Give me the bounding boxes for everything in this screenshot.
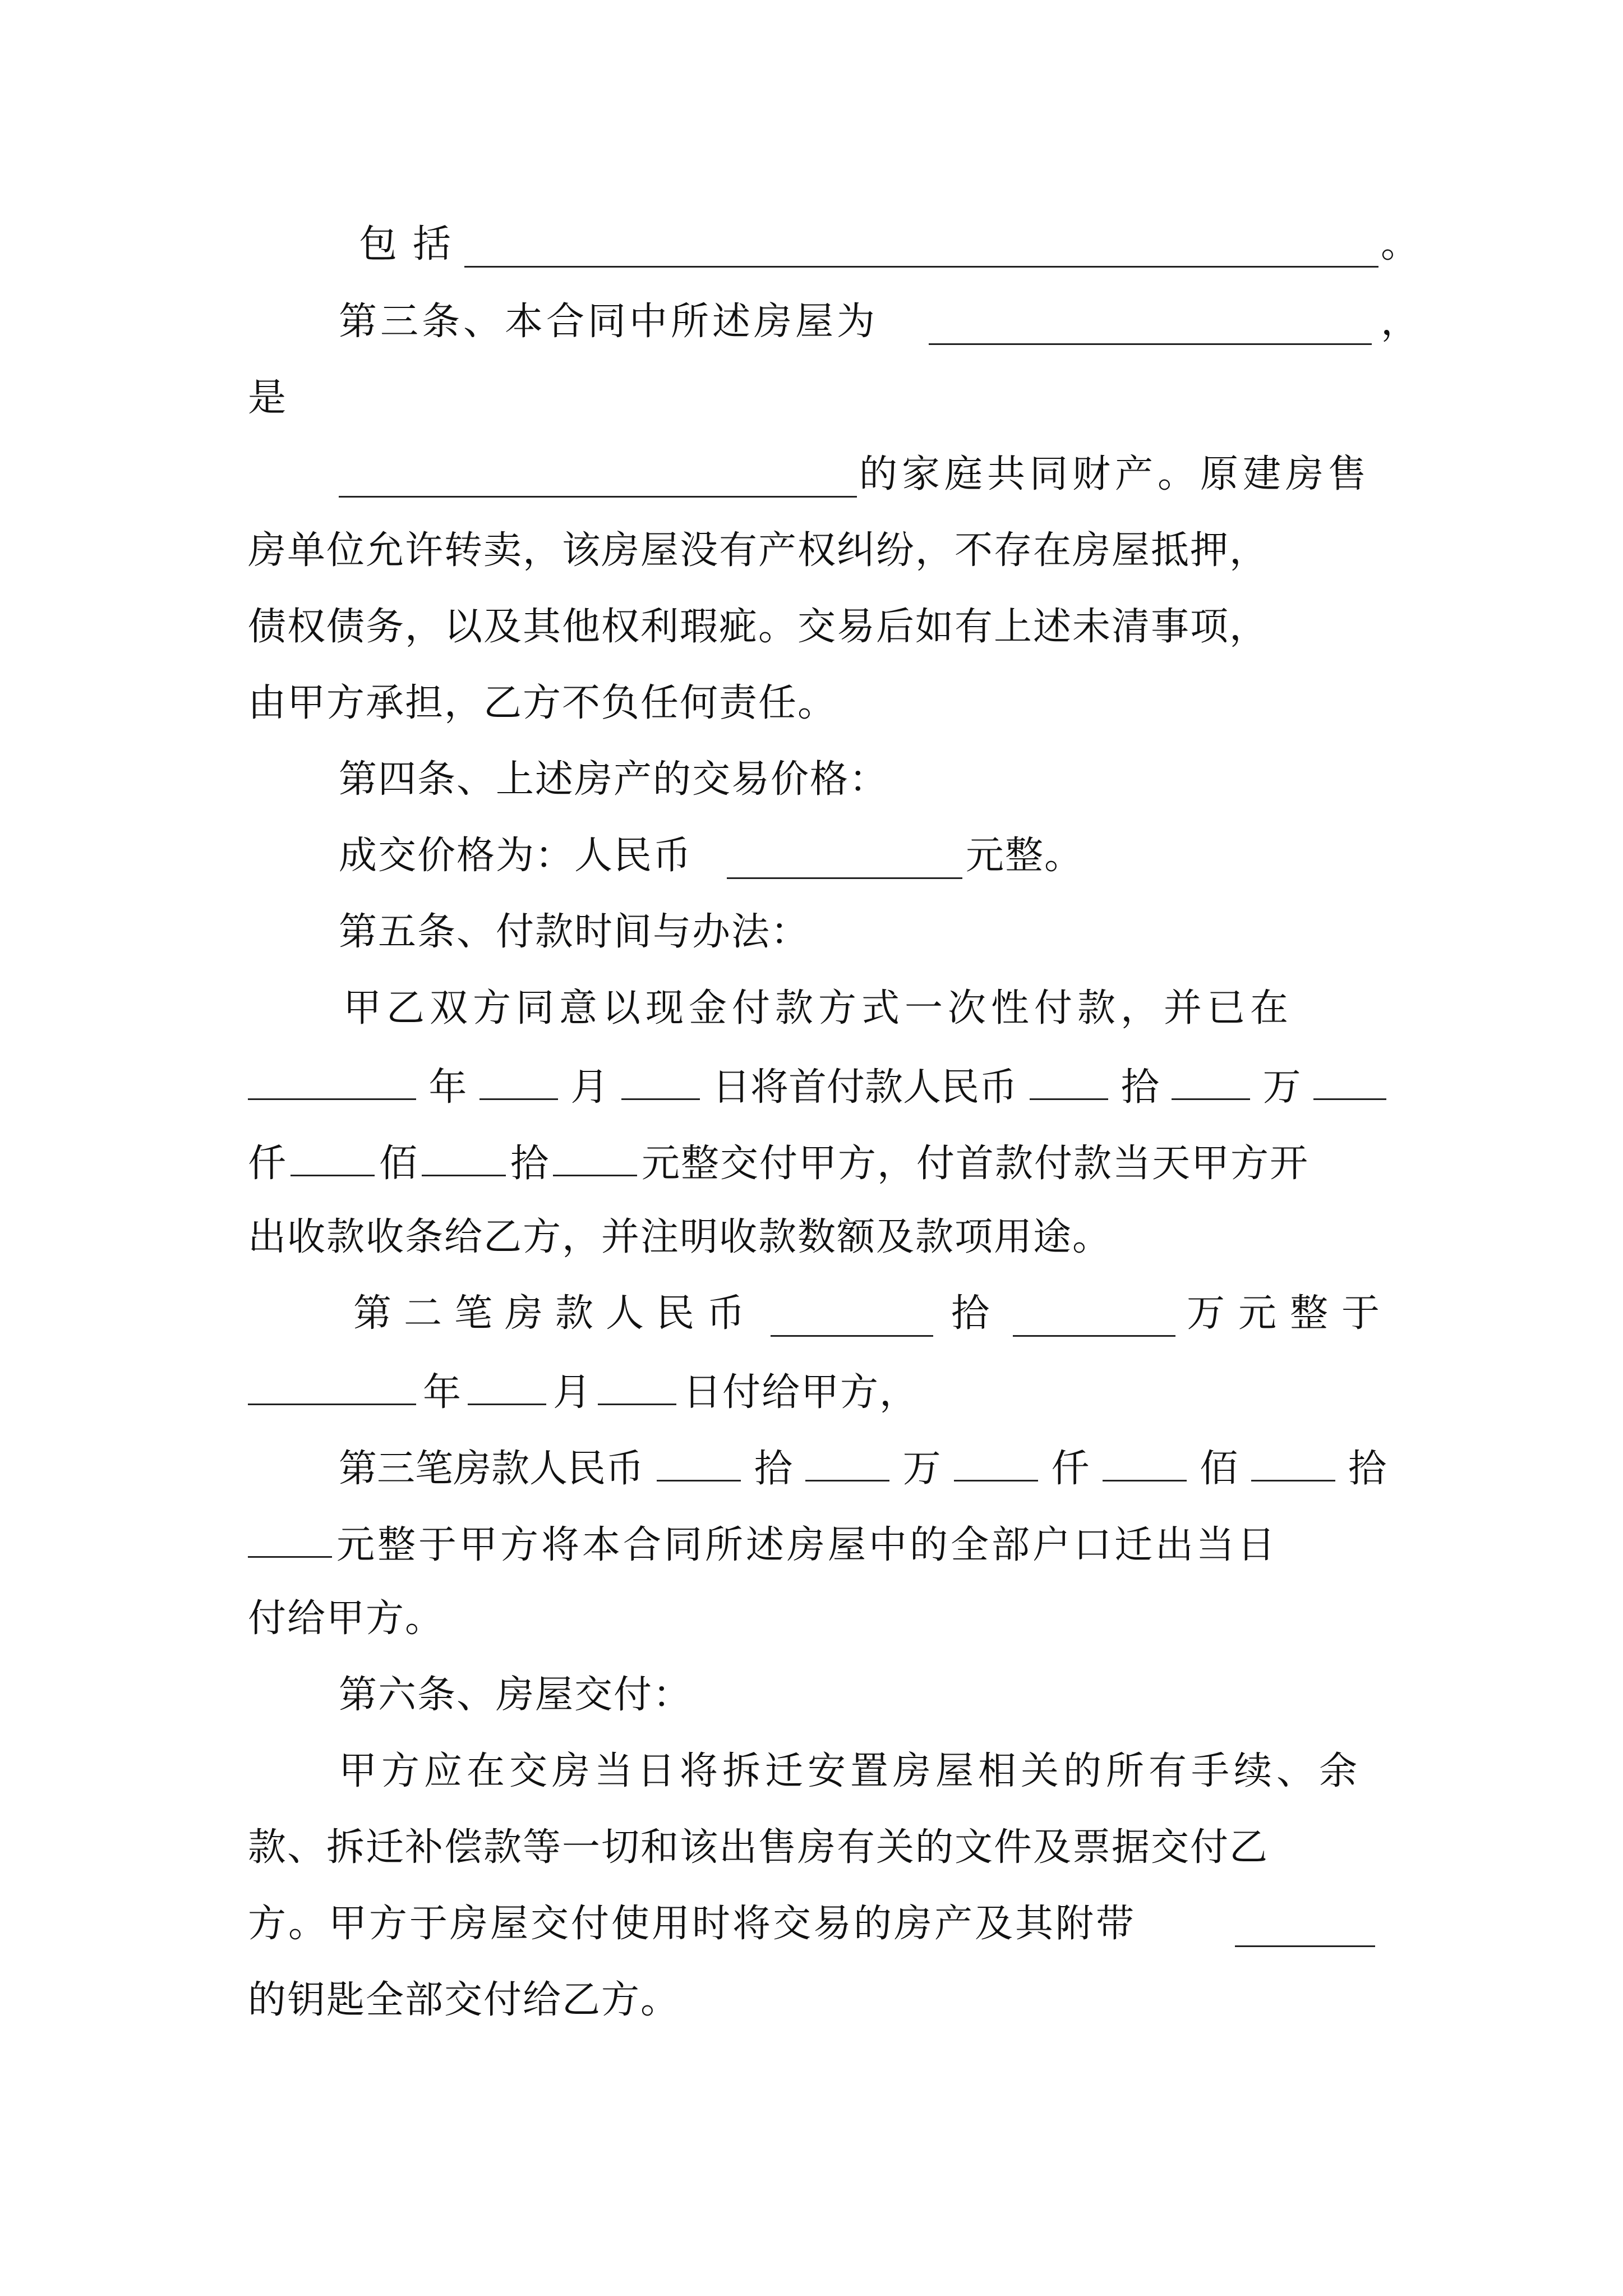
text: 元整于甲方将本合同所述房屋中的全部户口迁出当日	[336, 1523, 1279, 1567]
text-line	[248, 1898, 1136, 1950]
text: 甲方应在交房当日将拆迁安置房屋相关的所有手续、余	[339, 1749, 1362, 1793]
blank-field	[479, 1059, 558, 1100]
text-line	[248, 601, 1269, 653]
text: 万	[1262, 1065, 1301, 1110]
text-line	[353, 1288, 757, 1340]
text-line	[248, 1135, 1309, 1187]
text: 方。甲方于房屋交付使用时将交易的房产及其附带	[248, 1902, 1137, 1946]
text: 付给甲方。	[248, 1596, 445, 1641]
text: 日付给甲方，	[683, 1370, 919, 1415]
text: 第二笔房款人民币	[353, 1291, 758, 1336]
text-line	[859, 449, 1371, 500]
text: 第六条、房屋交付：	[339, 1673, 693, 1717]
blank-field	[954, 1441, 1038, 1481]
text-line	[248, 1975, 680, 2026]
text-line	[339, 1669, 692, 1721]
text: 成交价格为：人民币	[339, 834, 693, 878]
text: 元整交付甲方，付首款付款当天甲方开	[642, 1142, 1310, 1186]
text-line	[248, 1822, 1269, 1874]
text: 甲乙双方同意以现金付款方式一次性付款，并已在	[343, 986, 1294, 1030]
blank-field	[339, 457, 857, 498]
blank-field	[1172, 1059, 1250, 1100]
text: 日将首付款人民币	[712, 1065, 1017, 1110]
text: 出收款收条给乙方，并注明收款数额及款项用途。	[248, 1215, 1112, 1259]
text: 第三条、本合同中所述房屋为	[339, 300, 879, 344]
text: 拾	[510, 1142, 549, 1186]
text: 年	[428, 1065, 467, 1110]
text: 拾	[1121, 1065, 1159, 1110]
text-line	[248, 1517, 1278, 1568]
text: 拾	[754, 1447, 792, 1491]
text-line	[248, 1059, 1386, 1111]
blank-field	[422, 1135, 506, 1176]
blank-field	[771, 1296, 933, 1337]
blank-field	[1013, 1296, 1175, 1337]
text: 万元整于	[1187, 1291, 1394, 1336]
blank-field	[598, 1364, 676, 1405]
text: 是	[248, 376, 287, 420]
text-line	[1381, 219, 1419, 270]
text: 万	[902, 1447, 941, 1491]
text: 佰	[379, 1142, 418, 1186]
blank-field	[1103, 1441, 1187, 1481]
text-line	[1187, 1288, 1393, 1340]
text: 年	[423, 1370, 462, 1415]
text-line	[248, 372, 286, 424]
text: 佰	[1200, 1447, 1238, 1491]
text: 。	[1381, 222, 1419, 266]
text: 拾	[951, 1291, 990, 1336]
blank-field	[1235, 1906, 1375, 1947]
blank-field	[727, 838, 962, 879]
text-line	[248, 1593, 444, 1645]
text: 包括	[359, 222, 467, 266]
text: 月	[570, 1065, 609, 1110]
text: 第五条、付款时间与办法：	[339, 910, 810, 954]
text: ，	[1381, 300, 1419, 344]
text-line	[248, 1364, 919, 1416]
blank-field	[1313, 1059, 1386, 1100]
text-line	[339, 1441, 1386, 1492]
blank-field	[468, 1364, 546, 1405]
text: 第四条、上述房产的交易价格：	[339, 757, 889, 802]
text: 月	[553, 1370, 592, 1415]
text-line	[339, 830, 692, 882]
text: 房单位允许转卖，该房屋没有产权纠纷，不存在房屋抵押，	[248, 528, 1269, 573]
text: 拾	[1348, 1447, 1386, 1491]
text-line	[359, 219, 467, 270]
blank-field	[1251, 1441, 1335, 1481]
text: 由甲方承担，乙方不负任何责任。	[248, 681, 837, 725]
text-line	[339, 1746, 1362, 1797]
text: 仟	[248, 1142, 287, 1186]
text: 元整。	[966, 834, 1084, 878]
text-line	[343, 983, 1293, 1034]
text-line	[951, 1288, 989, 1340]
blank-field	[248, 1517, 332, 1558]
blank-field	[1030, 1059, 1108, 1100]
text: 的家庭共同财产。原建房售	[859, 452, 1371, 496]
text-line	[248, 1212, 1112, 1263]
blank-field	[248, 1364, 416, 1405]
blank-field	[805, 1441, 889, 1481]
blank-field	[464, 227, 1378, 268]
text: 债权债务，以及其他权利瑕疵。交易后如有上述未清事项，	[248, 605, 1269, 649]
text: 第三笔房款人民币	[339, 1447, 644, 1491]
text-line	[248, 678, 837, 729]
blank-field	[621, 1059, 700, 1100]
blank-field	[291, 1135, 375, 1176]
text-line	[339, 907, 810, 958]
text-line	[248, 525, 1269, 577]
blank-field	[929, 304, 1372, 345]
text: 仟	[1051, 1447, 1090, 1491]
text-line	[966, 830, 1083, 882]
text-line	[1381, 296, 1419, 348]
blank-field	[553, 1135, 637, 1176]
blank-field	[248, 1059, 416, 1100]
text-line	[339, 754, 888, 806]
text: 款、拆迁补偿款等一切和该出售房有关的文件及票据交付乙	[248, 1825, 1269, 1870]
blank-field	[657, 1441, 741, 1481]
text: 的钥匙全部交付给乙方。	[248, 1978, 680, 2022]
text-line	[339, 296, 878, 348]
